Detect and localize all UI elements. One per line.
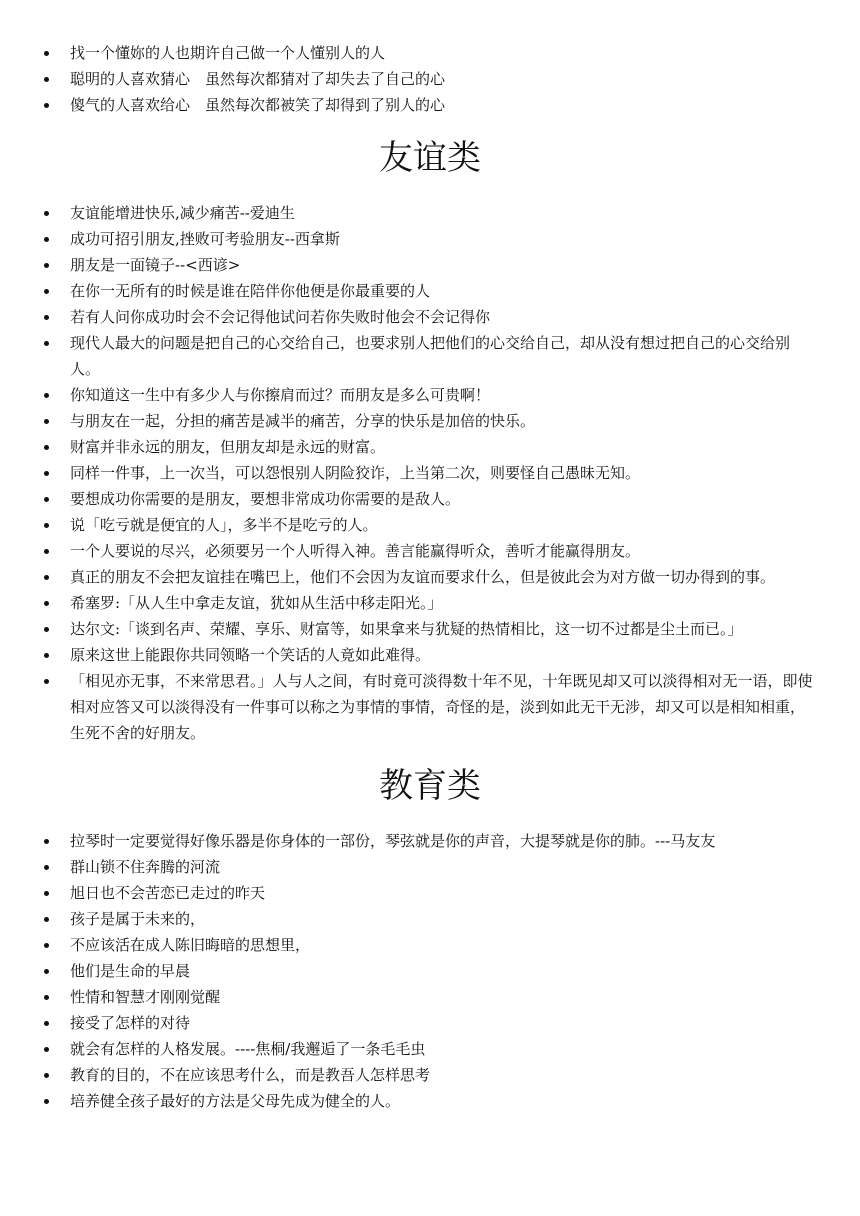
list-item: 财富并非永远的朋友，但朋友却是永远的财富。	[0, 434, 816, 460]
list-item: 真正的朋友不会把友谊挂在嘴巴上，他们不会因为友谊而要求什么，但是彼此会为对方做一切办得到的事。	[0, 564, 816, 590]
list-item: 友谊能增进快乐,减少痛苦--爱迪生	[0, 200, 816, 226]
list-item: 聪明的人喜欢猜心 虽然每次都猜对了却失去了自己的心	[0, 66, 816, 92]
list-item: 达尔文:「谈到名声、荣耀、享乐、财富等，如果拿来与犹疑的热情相比，这一切不过都是尘土而已。」	[0, 616, 816, 642]
list-item: 不应该活在成人陈旧晦暗的思想里，	[0, 932, 816, 958]
list-item: 孩子是属于未来的，	[0, 906, 816, 932]
list-item: 就会有怎样的人格发展。----焦桐/我邂逅了一条毛毛虫	[0, 1036, 816, 1062]
list-item: 性情和智慧才刚刚觉醒	[0, 984, 816, 1010]
list-item: 你知道这一生中有多少人与你擦肩而过？而朋友是多么可贵啊！	[0, 382, 816, 408]
list-item: 接受了怎样的对待	[0, 1010, 816, 1036]
list-item: 傻气的人喜欢给心 虽然每次都被笑了却得到了别人的心	[0, 92, 816, 118]
list-item: 找一个懂妳的人也期许自己做一个人懂别人的人	[0, 40, 816, 66]
list-item: 成功可招引朋友,挫败可考验朋友--西拿斯	[0, 226, 816, 252]
list-item: 希塞罗:「从人生中拿走友谊，犹如从生活中移走阳光。」	[0, 590, 816, 616]
section-title-education: 教育类	[379, 766, 481, 806]
list-item: 若有人问你成功时会不会记得他试问若你失败时他会不会记得你	[0, 304, 816, 330]
list-item: 与朋友在一起，分担的痛苦是减半的痛苦，分享的快乐是加倍的快乐。	[0, 408, 816, 434]
intro-list	[0, 40, 816, 118]
list-item: 群山锁不住奔腾的河流	[0, 854, 816, 880]
education-list	[0, 828, 816, 1114]
friendship-list	[0, 200, 816, 746]
list-item: 同样一件事，上一次当，可以怨恨别人阴险狡诈，上当第二次，则要怪自己愚昧无知。	[0, 460, 816, 486]
list-item: 培养健全孩子最好的方法是父母先成为健全的人。	[0, 1088, 816, 1114]
list-item: 说「吃亏就是便宜的人」，多半不是吃亏的人。	[0, 512, 816, 538]
list-item: 「相见亦无事，不来常思君。」人与人之间，有时竟可淡得数十年不见，十年既见却又可以淡得相对无一语，即使相对应答又可以淡得没有一件事可以称之为事情的事情，奇怪的是，淡到如此无干无涉，却又可以是相知相重，生死不舍的好朋友。	[0, 668, 816, 746]
list-item: 要想成功你需要的是朋友，要想非常成功你需要的是敌人。	[0, 486, 816, 512]
list-item: 朋友是一面镜子--<西谚>	[0, 252, 816, 278]
list-item: 旭日也不会苦恋已走过的昨天	[0, 880, 816, 906]
list-item: 拉琴时一定要觉得好像乐器是你身体的一部份，琴弦就是你的声音，大提琴就是你的肺。---马友友	[0, 828, 816, 854]
section-title-friendship: 友谊类	[379, 138, 481, 178]
list-item: 他们是生命的早晨	[0, 958, 816, 984]
list-item: 现代人最大的问题是把自己的心交给自己，也要求别人把他们的心交给自己，却从没有想过把自己的心交给别人。	[0, 330, 816, 382]
list-item: 教育的目的，不在应该思考什么，而是教吾人怎样思考	[0, 1062, 816, 1088]
list-item: 一个人要说的尽兴，必须要另一个人听得入神。善言能赢得听众，善听才能赢得朋友。	[0, 538, 816, 564]
list-item: 原来这世上能跟你共同领略一个笑话的人竟如此难得。	[0, 642, 816, 668]
list-item: 在你一无所有的时候是谁在陪伴你他便是你最重要的人	[0, 278, 816, 304]
